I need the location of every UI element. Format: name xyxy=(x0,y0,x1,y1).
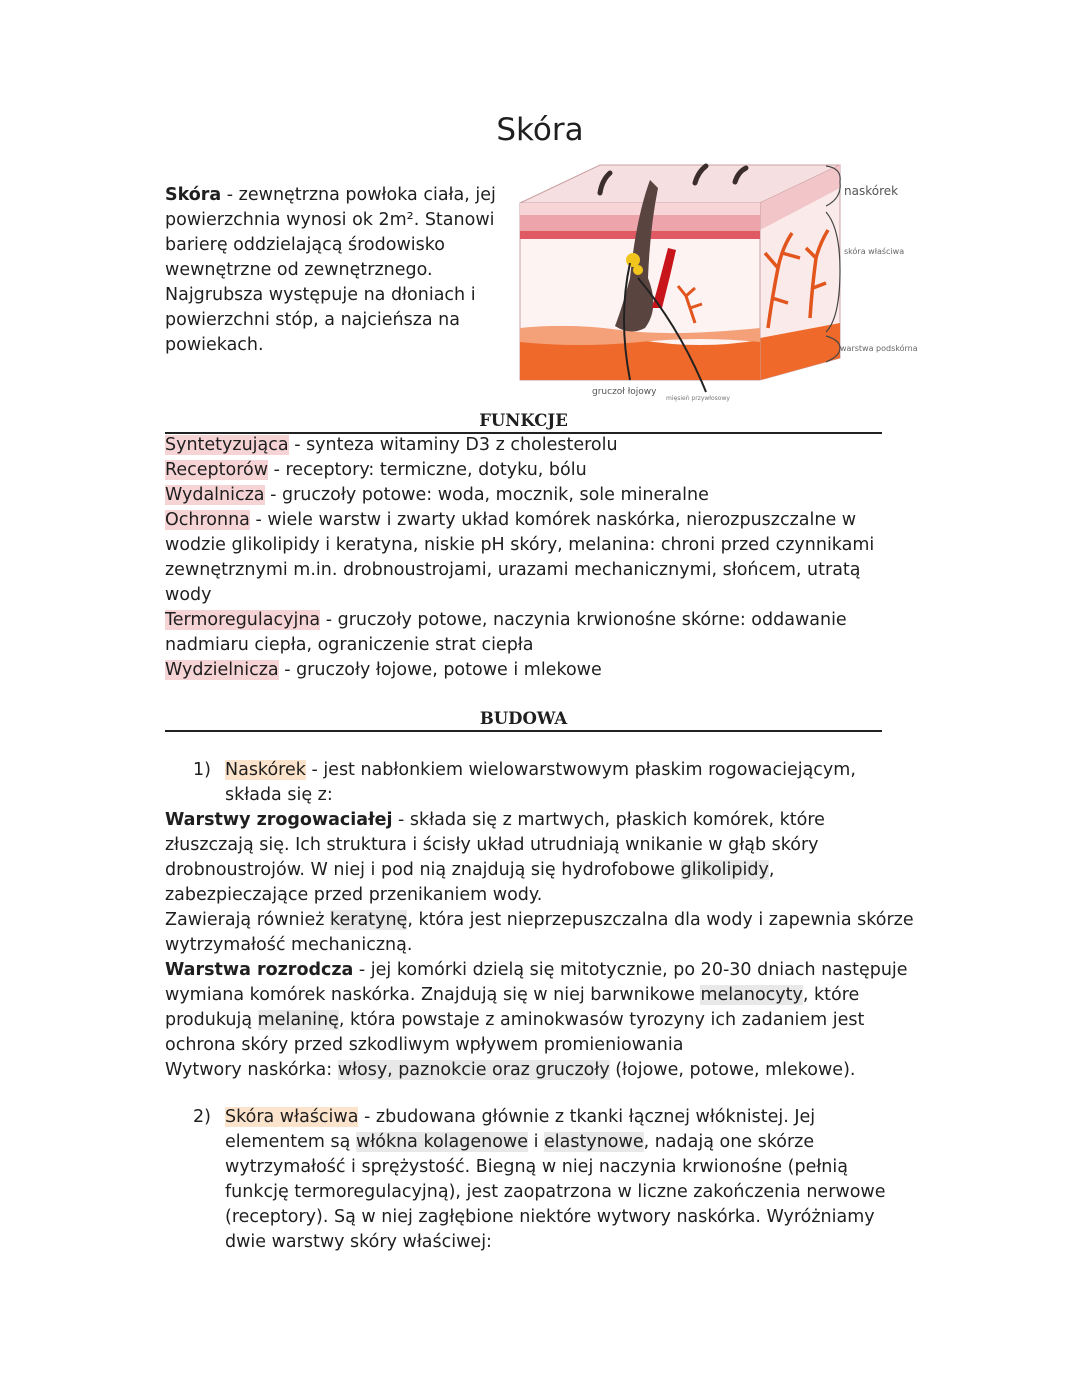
function-term: Wydalnicza xyxy=(165,485,265,505)
structure-item-1 xyxy=(165,758,917,808)
zrogowaciala-text-end: , zabezpieczające przed przenikaniem wody. xyxy=(165,860,775,905)
function-desc: - gruczoły łojowe, potowe i mlekowe xyxy=(278,660,602,680)
functions-heading: FUNKCJE xyxy=(165,410,882,434)
item-number: 2) xyxy=(193,1107,211,1127)
skin-cross-section-diagram xyxy=(510,158,930,408)
skora-wlasciwa-text-2: i xyxy=(528,1132,545,1152)
rozrodcza-paragraph xyxy=(165,958,917,1058)
skora-wlasciwa-text: - zbudowana głównie z tkanki łącznej włóknistej. Jej elementem są xyxy=(225,1107,816,1152)
intro-term: Skóra xyxy=(165,185,222,205)
function-term: Wydzielnicza xyxy=(165,660,279,680)
label-warstwa-podskorna: warstwa podskórna xyxy=(840,344,918,353)
rozrodcza-text: - jej komórki dzielą się mitotycznie, po 20-30 dniach następuje wymiana komórek naskórka. Znajdują się w niej barwnikowe xyxy=(165,960,908,1005)
keratyna-text: Zawierają również xyxy=(165,910,331,930)
page-title: Skóra xyxy=(496,112,584,148)
label-gruczol-lojowy: gruczoł łojowy xyxy=(592,387,657,397)
function-desc: - receptory: termiczne, dotyku, bólu xyxy=(268,460,587,480)
naskorek-desc: - jest nabłonkiem wielowarstwowym płaskim rogowaciejącym, składa się z: xyxy=(225,760,856,805)
function-item xyxy=(165,508,905,608)
rozrodcza-term: Warstwa rozrodcza xyxy=(165,960,354,980)
function-item xyxy=(165,608,905,658)
keratyna-highlight: keratynę xyxy=(330,910,408,930)
keratyna-paragraph xyxy=(165,908,917,958)
wytwory-paragraph xyxy=(165,1058,917,1083)
naskorek-term: Naskórek xyxy=(225,760,306,780)
item-number: 1) xyxy=(193,760,211,780)
zrogowaciala-text: - składa się z martwych, płaskich komórek, które złuszczają się. Ich struktura i ścisły układ utrudniają wnikanie w głąb skóry drobnoustrojów. W niej i pod nią znajdują się hydrofobowe xyxy=(165,810,825,880)
label-miesien: mięsień przywłosowy xyxy=(666,395,730,402)
skora-wlasciwa-term: Skóra właściwa xyxy=(225,1107,359,1127)
label-skora-wlasciwa: skóra właściwa xyxy=(844,247,905,256)
function-term: Ochronna xyxy=(165,510,250,530)
wytwory-text: Wytwory naskórka: xyxy=(165,1060,338,1080)
function-item xyxy=(165,458,905,483)
wytwory-text-end: (łojowe, potowe, mlekowe). xyxy=(609,1060,856,1080)
skora-wlasciwa-text-3: , nadają one skórze wytrzymałość i sprężystość. Biegną w niej naczynia krwionośne (pełnią funkcję termoregulacyjną), jest zaopatrzona w liczne zakończenia nerwowe (receptory). Są w niej zagłębione niektóre wytwory naskórka. Wyróżniamy dwie warstwy skóry właściwej: xyxy=(225,1132,886,1252)
function-term: Syntetyzująca xyxy=(165,435,289,455)
kolagen-highlight: włókna kolagenowe xyxy=(355,1132,529,1152)
function-item xyxy=(165,433,905,458)
keratyna-text-end: , która jest nieprzepuszczalna dla wody i zapewnia skórze wytrzymałość mechaniczną. xyxy=(165,910,914,955)
melanocyty-highlight: melanocyty xyxy=(700,985,803,1005)
function-desc: - wiele warstw i zwarty układ komórek naskórka, nierozpuszczalne w wodzie glikolipidy i keratyna, niskie pH skóry, melanina: chroni przed czynnikami zewnętrznymi m.in. drobnoustrojami, urazami mechanicznymi, słońcem, utratą wody xyxy=(165,510,875,605)
zrogowaciala-paragraph xyxy=(165,808,917,908)
melanina-highlight: melaninę xyxy=(257,1010,339,1030)
function-desc: - gruczoły potowe, naczynia krwionośne skórne: oddawanie nadmiaru ciepła, ograniczenie strat ciepła xyxy=(165,610,847,655)
function-desc: - gruczoły potowe: woda, mocznik, sole mineralne xyxy=(264,485,709,505)
elastyna-highlight: elastynowe xyxy=(544,1132,644,1152)
intro-paragraph xyxy=(165,183,515,358)
function-item xyxy=(165,483,905,508)
structure-section xyxy=(165,758,917,1255)
wytwory-highlight: włosy, paznokcie oraz gruczoły xyxy=(337,1060,610,1080)
function-term: Receptorów xyxy=(165,460,269,480)
glikolipidy-highlight: glikolipidy xyxy=(680,860,769,880)
rozrodcza-text-2: , które produkują xyxy=(165,985,860,1030)
function-desc: - synteza witaminy D3 z cholesterolu xyxy=(288,435,618,455)
functions-list xyxy=(165,433,905,683)
rozrodcza-text-3: , która powstaje z aminokwasów tyrozyny ich zadaniem jest ochrona skóry przed szkodliwym wpływem promieniowania xyxy=(165,1010,865,1055)
zrogowaciala-term: Warstwy zrogowaciałej xyxy=(165,810,393,830)
function-term: Termoregulacyjna xyxy=(165,610,321,630)
label-naskorek: naskórek xyxy=(844,184,899,198)
function-item xyxy=(165,658,905,683)
structure-item-2 xyxy=(165,1105,917,1255)
structure-heading: BUDOWA xyxy=(165,708,882,732)
intro-text: - zewnętrzna powłoka ciała, jej powierzchnia wynosi ok 2m². Stanowi barierę oddzielającą środowisko wewnętrzne od zewnętrznego. Najgrubsza występuje na dłoniach i powierzchni stóp, a najcieńsza na powiekach. xyxy=(165,185,496,355)
